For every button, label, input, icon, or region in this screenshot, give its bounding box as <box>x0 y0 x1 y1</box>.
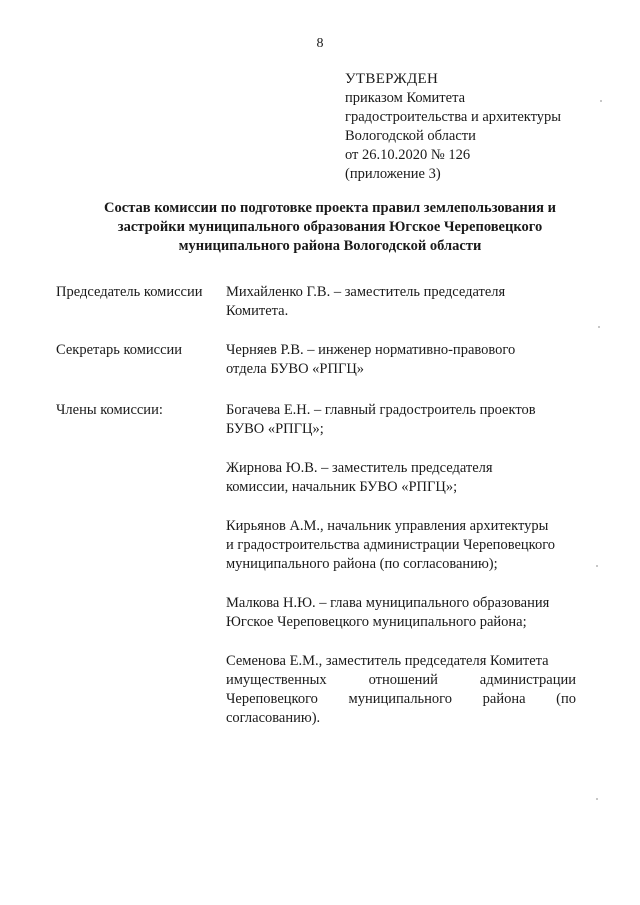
approval-heading: УТВЕРЖДЕН <box>345 71 439 87</box>
entry-line: и градостроительства администрации Череповецкого <box>226 537 556 553</box>
member-entry <box>226 401 576 439</box>
approval-appendix-line: (приложение 3) <box>345 166 441 182</box>
entry-line: Жирнова Ю.В. – заместитель председателя <box>226 460 493 476</box>
member-entry <box>226 459 576 497</box>
approval-line: Вологодской области <box>345 128 476 144</box>
approval-block <box>345 70 561 184</box>
chair-entry <box>226 283 576 321</box>
approval-line: градостроительства и архитектуры <box>345 109 562 125</box>
title-line: муниципального района Вологодской области <box>178 238 482 254</box>
chair-role-label: Председатель комиссии <box>56 284 203 300</box>
scan-speck <box>596 798 598 800</box>
title-line: Состав комиссии по подготовке проекта правил землепользования и <box>104 200 556 216</box>
entry-line: Михайленко Г.В. – заместитель председателя <box>226 284 506 300</box>
entry-line: муниципального района (по согласованию); <box>226 556 498 572</box>
members-list <box>226 401 576 748</box>
members-row <box>56 401 576 748</box>
member-entry <box>226 652 576 728</box>
chair-row <box>56 283 576 321</box>
member-entry <box>226 517 576 574</box>
entry-line: Кирьянов А.М., начальник управления архитектуры <box>226 518 549 534</box>
entry-line: согласованию). <box>226 710 321 726</box>
entry-line: Богачева Е.Н. – главный градостроитель проектов <box>226 402 536 418</box>
entry-line: имущественных отношений администрации <box>226 672 576 688</box>
entry-line: БУВО «РПГЦ»; <box>226 421 324 437</box>
scan-speck <box>596 565 598 567</box>
entry-line: Югское Череповецкого муниципального района; <box>226 614 527 630</box>
commission-composition <box>56 283 576 748</box>
secretary-row <box>56 341 576 379</box>
secretary-entry <box>226 341 576 379</box>
page-number: 8 <box>316 36 324 51</box>
entry-line: Малкова Н.Ю. – глава муниципального образования <box>226 595 550 611</box>
entry-line: Семенова Е.М., заместитель председателя Комитета <box>226 653 549 669</box>
entry-line: отдела БУВО «РПГЦ» <box>226 361 365 377</box>
document-title <box>60 199 600 256</box>
entry-line: Комитета. <box>226 303 289 319</box>
entry-line: Черняев Р.В. – инженер нормативно-правового <box>226 342 516 358</box>
entry-line: Череповецкого муниципального района (по <box>226 691 576 707</box>
scan-speck <box>600 100 602 102</box>
members-role-label: Члены комиссии: <box>56 402 163 418</box>
member-entry <box>226 594 576 632</box>
entry-line: комиссии, начальник БУВО «РПГЦ»; <box>226 479 458 495</box>
title-line: застройки муниципального образования Югское Череповецкого <box>117 219 543 235</box>
secretary-role-label: Секретарь комиссии <box>56 342 183 358</box>
scan-speck <box>598 326 600 328</box>
approval-line: приказом Комитета <box>345 90 466 106</box>
approval-date-line: от 26.10.2020 № 126 <box>345 147 471 163</box>
